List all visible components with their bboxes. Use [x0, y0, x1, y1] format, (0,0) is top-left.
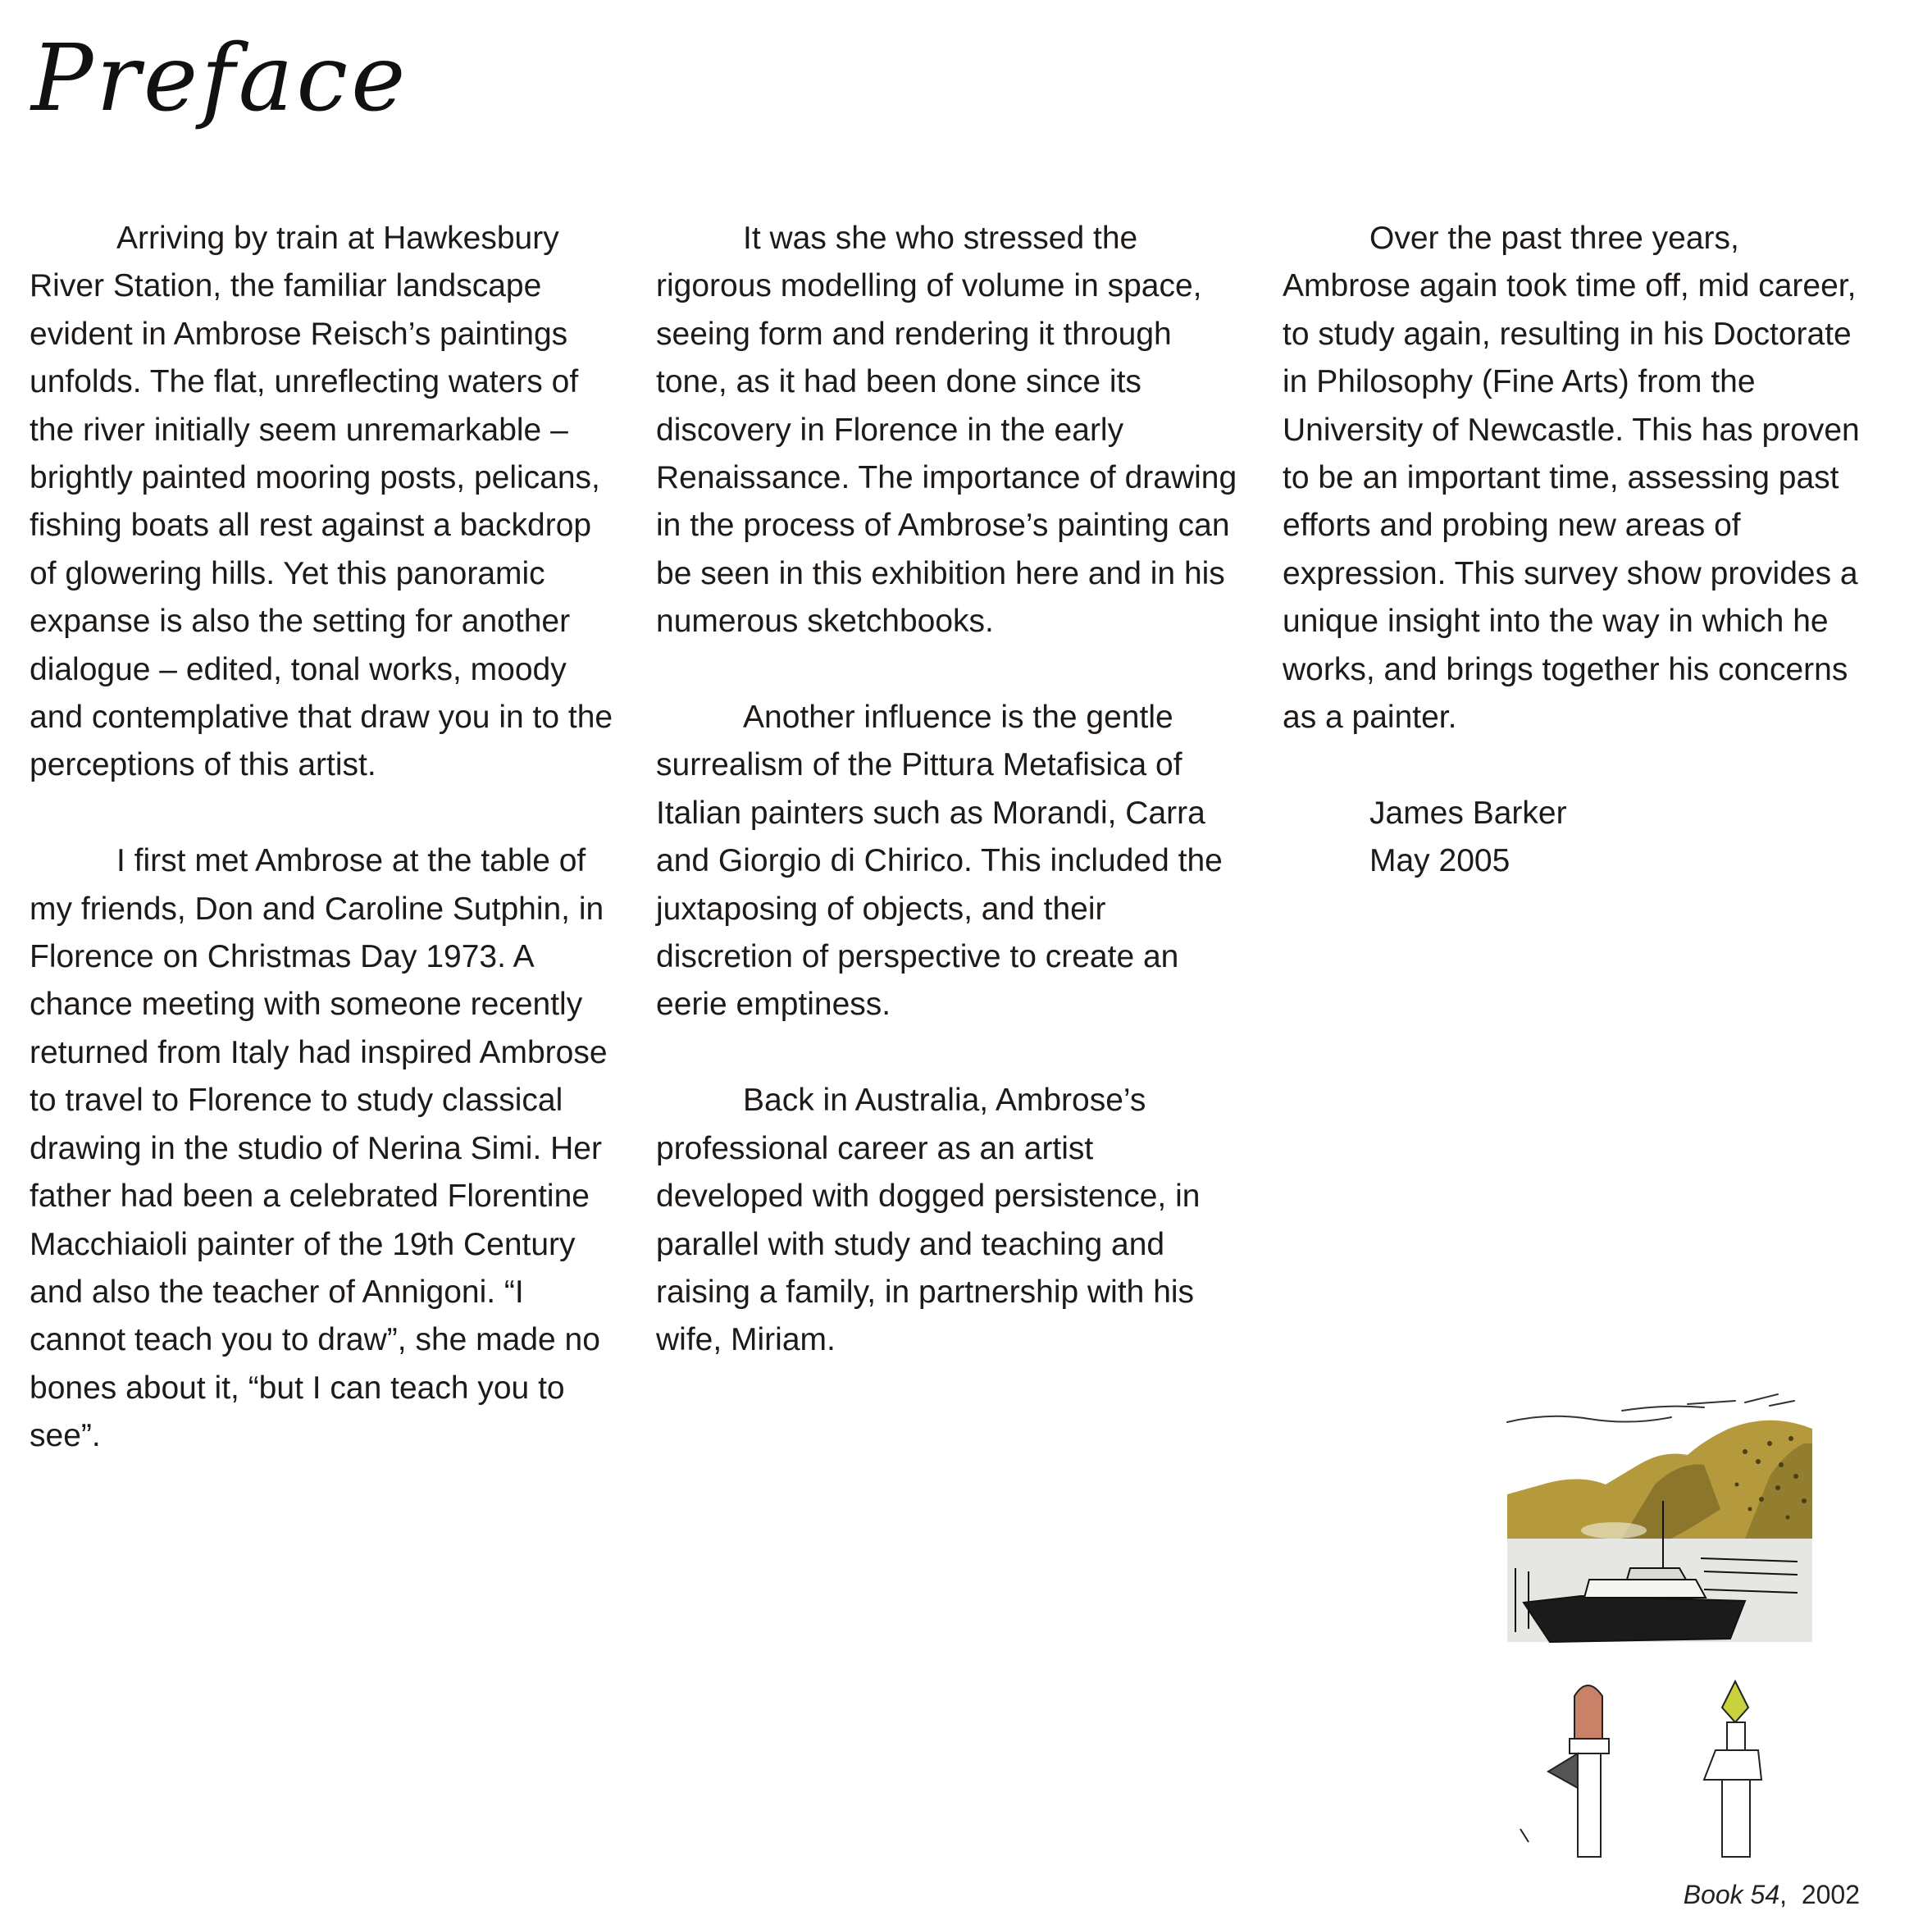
paragraph: Arriving by train at Hawkesbury River Station, the familiar landscape evident in Ambrose Reisch’s paintings unfolds. The flat, unreflecting waters of the river initially seem unremarkable – brightly painted mooring posts, pelicans, fishing boats all rest against a backdrop of glowering hills. Yet this panoramic expanse is also the setting for another dialogue – edited, tonal works, moody and contemplative that draw you in to the perceptions of this artist.: [30, 221, 613, 783]
sky-strokes: [1507, 1394, 1794, 1422]
signature-date: May 2005: [1369, 843, 1511, 879]
author-name: James Barker: [1369, 795, 1567, 831]
paragraph: I first met Ambrose at the table of my friends, Don and Caroline Sutphin, in Florence on Christmas Day 1973. A chance meeting with someone recently returned from Italy had inspired Ambrose to travel to Florence to study classical drawing in the studio of Nerina Simi. Her father had been a celebrated Florentine Macchiaioli painter of the 19th Century and also the teacher of Annigoni. “I cannot teach you to draw”, she made no bones about it, “but I can teach you to see”.: [30, 843, 608, 1454]
text-column-3: [1283, 215, 1870, 886]
paragraph: Over the past three years, Ambrose again took time off, mid career, to study again, resulting in his Doctorate in Philosophy (Fine Arts) from the University of Newcastle. This has proven to be an important time, assessing past efforts and probing new areas of expression. This survey show provides a unique insight into the way in which he works, and brings together his concerns as a painter.: [1283, 221, 1860, 736]
sketch-illustration: [1499, 1386, 1835, 1862]
caption-separator: ,: [1779, 1880, 1802, 1909]
paragraph: It was she who stressed the rigorous modelling of volume in space, seeing form and rendering it through tone, as it had been done since its discovery in Florence in the early Renaissance. The importance of drawing in the process of Ambrose’s painting can be seen in this exhibition here and in his numerous sketchbooks.: [656, 221, 1237, 640]
mooring-post-red-icon: [1520, 1685, 1609, 1857]
caption-year: 2002: [1801, 1880, 1860, 1909]
hills: [1507, 1421, 1812, 1539]
page-title: Preface: [31, 25, 409, 132]
caption-title: Book 54: [1683, 1880, 1780, 1909]
image-caption: [1684, 1878, 1860, 1911]
paragraph: Back in Australia, Ambrose’s professional career as an artist developed with dogged persistence, in parallel with study and teaching and raising a family, in partnership with his wife, Miriam.: [656, 1083, 1201, 1358]
signature-block: [1283, 790, 1870, 886]
mooring-post-green-icon: [1704, 1681, 1761, 1857]
paragraph: Another influence is the gentle surrealism of the Pittura Metafisica of Italian painters such as Morandi, Carra and Giorgio di Chirico. This included the juxtaposing of objects, and their discretion of perspective to create an eerie emptiness.: [656, 700, 1223, 1023]
text-column-1: [30, 215, 613, 1461]
text-column-2: [656, 215, 1243, 1365]
